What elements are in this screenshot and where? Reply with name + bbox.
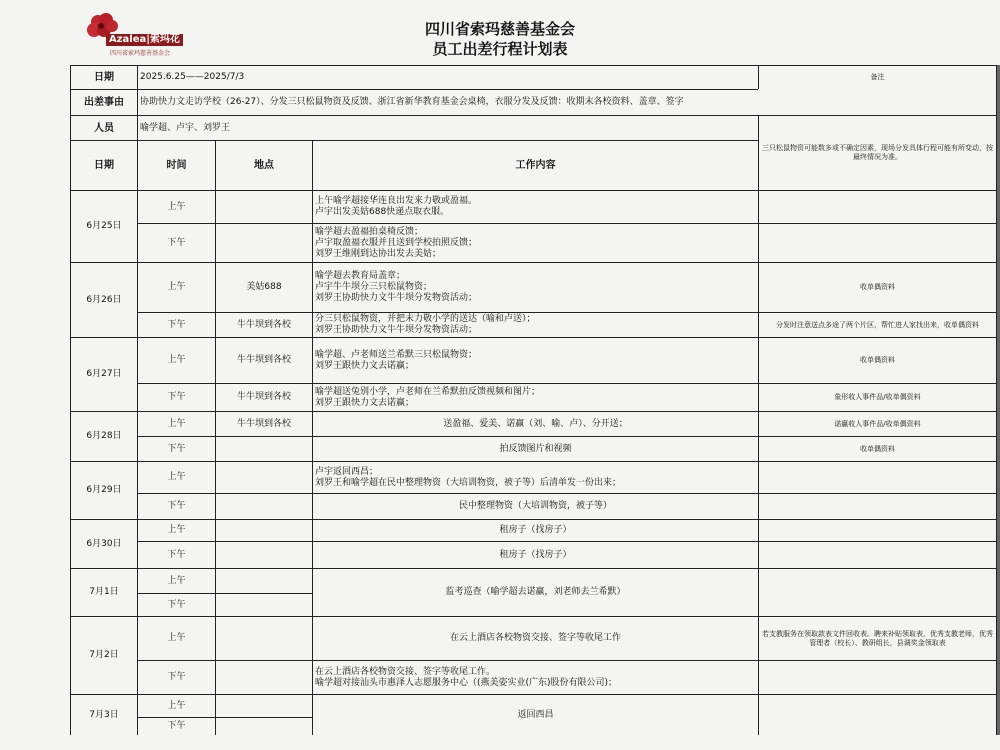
work-cell bbox=[312, 568, 758, 616]
column-header-date: 日期 bbox=[70, 140, 137, 190]
place-cell: 牛牛坝到各校 bbox=[215, 411, 312, 436]
time-cell: 上午 bbox=[137, 190, 215, 223]
time-cell: 上午 bbox=[137, 411, 215, 436]
remark-general: 三只松鼠物资可能数多或不确定因素，现场分发具体行程可能有所变动，按最终情况为准。 bbox=[758, 115, 996, 190]
place-cell: 美姑688 bbox=[215, 262, 312, 312]
work-line: 喻学超对接汕头市惠泽人志愿服务中心（(燕美姿实业(广东)股份有限公司)； bbox=[315, 677, 618, 688]
work-line: 刘罗王协助快力文牛牛坝分发物资活动； bbox=[315, 325, 478, 335]
remark-cell: 象形收人事件品/收单偶资料 bbox=[758, 383, 996, 411]
people-value: 喻学超、卢宇、刘罗王 bbox=[137, 115, 758, 140]
place-cell bbox=[215, 616, 312, 660]
work-line: 在云上酒店各校物资交接、签字等收尾工作。 bbox=[315, 666, 496, 677]
work-cell bbox=[312, 411, 758, 436]
day-cell: 7月2日 bbox=[70, 616, 137, 694]
work-cell bbox=[312, 519, 758, 541]
work-line: 租房子（找房子） bbox=[499, 549, 572, 560]
place-cell bbox=[215, 190, 312, 223]
time-cell: 下午 bbox=[137, 660, 215, 694]
remark-cell bbox=[758, 694, 996, 735]
time-cell: 下午 bbox=[137, 493, 215, 519]
place-cell: 牛牛坝到各校 bbox=[215, 312, 312, 337]
work-line: 在云上酒店各校物资交接、签字等收尾工作 bbox=[449, 633, 621, 643]
table-border-right bbox=[996, 65, 997, 735]
day-cell: 6月25日 bbox=[70, 190, 137, 262]
remark-cell bbox=[758, 223, 996, 262]
work-cell bbox=[312, 694, 758, 735]
work-line: 返回西昌 bbox=[517, 709, 554, 720]
work-line: 刘罗王和喻学超在民中整理物资（大培训物资，被子等）后清单发一份出来； bbox=[315, 477, 622, 488]
place-cell bbox=[215, 436, 312, 461]
remark-cell bbox=[758, 493, 996, 519]
work-line: 刘罗王协助快力文牛牛坝分发物资活动； bbox=[315, 293, 478, 303]
remark-cell bbox=[758, 190, 996, 223]
date-label: 日期 bbox=[70, 65, 137, 89]
place-cell bbox=[215, 694, 312, 717]
document-title: 四川省索玛慈善基金会 bbox=[424, 20, 575, 38]
remark-cell bbox=[758, 461, 996, 493]
work-line: 卢宇牛牛坝分三只松鼠物资； bbox=[315, 282, 433, 292]
reason-label: 出差事由 bbox=[70, 89, 137, 115]
remark-cell: 收单偶资料 bbox=[758, 436, 996, 461]
remark-cell: 收单偶资料 bbox=[758, 337, 996, 383]
people-label: 人员 bbox=[70, 115, 137, 140]
day-cell: 7月1日 bbox=[70, 568, 137, 616]
work-line: 上午喻学超接华连良出发来力敬或盈福。 bbox=[315, 196, 478, 206]
remark-cell bbox=[758, 519, 996, 541]
work-line: 监考巡查（喻学超去诺赢，刘老师去兰希默） bbox=[445, 587, 626, 597]
work-line: 刘罗王跟快力文去诺赢； bbox=[315, 397, 415, 408]
remark-cell: 收单偶资料 bbox=[758, 262, 996, 312]
remark-cell: 若支教服务在领取款表文件回收表。聘来补贴领取表，优秀支教老师，优秀管理者（校长）、教研组长，县调奖金领取表 bbox=[758, 616, 996, 660]
work-cell bbox=[312, 337, 758, 383]
work-cell bbox=[312, 541, 758, 568]
time-cell: 上午 bbox=[137, 519, 215, 541]
time-cell: 下午 bbox=[137, 383, 215, 411]
time-cell: 上午 bbox=[137, 262, 215, 312]
day-cell: 7月3日 bbox=[70, 694, 137, 735]
work-line: 卢宇取盈福衣服并且送到学校拍照反馈； bbox=[315, 237, 478, 248]
logo-brand: Azalea|索玛花 bbox=[106, 34, 183, 46]
time-cell: 上午 bbox=[137, 337, 215, 383]
work-line: 喻学超去盈福拍桌椅反馈； bbox=[315, 226, 424, 237]
remark-cell bbox=[758, 568, 996, 616]
work-line: 卢宇出发美姑688快递点取衣服。 bbox=[315, 207, 450, 217]
place-cell bbox=[215, 717, 312, 735]
day-cell: 6月29日 bbox=[70, 461, 137, 519]
work-line: 喻学超送兔别小学，卢老师在兰希默拍反馈视频和图片； bbox=[315, 386, 541, 397]
time-cell: 上午 bbox=[137, 616, 215, 660]
place-cell: 牛牛坝到各校 bbox=[215, 383, 312, 411]
place-cell bbox=[215, 461, 312, 493]
time-cell: 下午 bbox=[137, 223, 215, 262]
work-line: 拍反馈图片和视频 bbox=[499, 443, 572, 454]
place-cell bbox=[215, 593, 312, 616]
time-cell: 上午 bbox=[137, 694, 215, 717]
place-cell bbox=[215, 541, 312, 568]
work-line: 刘罗王维刚到达协出发去美姑； bbox=[315, 248, 442, 259]
remark-label: 备注 bbox=[758, 65, 996, 89]
time-cell: 下午 bbox=[137, 593, 215, 616]
work-line: 卢宇返回西昌； bbox=[315, 466, 379, 477]
work-cell bbox=[312, 383, 758, 411]
work-line: 民中整理物资（大培训物资，被子等） bbox=[458, 501, 612, 511]
work-line: 分三只松鼠物资，并把未力敬小学的送达（喻和卢送）； bbox=[315, 314, 536, 324]
work-line: 刘罗王跟快力文去诺赢； bbox=[315, 360, 415, 371]
column-header-time: 时间 bbox=[137, 140, 215, 190]
work-line: 租房子（找房子） bbox=[499, 525, 572, 535]
day-cell: 6月30日 bbox=[70, 519, 137, 568]
day-cell: 6月26日 bbox=[70, 262, 137, 337]
day-cell: 6月28日 bbox=[70, 411, 137, 461]
place-cell bbox=[215, 493, 312, 519]
time-cell: 下午 bbox=[137, 312, 215, 337]
work-cell bbox=[312, 190, 758, 223]
work-cell bbox=[312, 493, 758, 519]
remark-cell: 诺赢收人事件品/收单偶资料 bbox=[758, 411, 996, 436]
logo-subtitle: 四川省索玛慈善基金会 bbox=[110, 50, 171, 57]
remark-cell bbox=[758, 541, 996, 568]
column-header-place: 地点 bbox=[215, 140, 312, 190]
document-subtitle: 员工出差行程计划表 bbox=[432, 40, 568, 58]
time-cell: 下午 bbox=[137, 436, 215, 461]
work-cell bbox=[312, 436, 758, 461]
work-line: 送盈福、爱美、诺赢（刘、喻、卢）、分开送； bbox=[443, 418, 628, 429]
work-cell bbox=[312, 461, 758, 493]
work-cell bbox=[312, 616, 758, 660]
place-cell bbox=[215, 568, 312, 593]
work-line: 喻学超、卢老师送兰希默三只松鼠物资； bbox=[315, 349, 478, 360]
work-cell bbox=[312, 312, 758, 337]
work-cell bbox=[312, 262, 758, 312]
remark-cell bbox=[758, 660, 996, 694]
column-header-work: 工作内容 bbox=[312, 140, 758, 190]
place-cell bbox=[215, 519, 312, 541]
time-cell: 下午 bbox=[137, 717, 215, 735]
work-cell bbox=[312, 223, 758, 262]
work-cell bbox=[312, 660, 758, 694]
day-cell: 6月27日 bbox=[70, 337, 137, 411]
place-cell: 牛牛坝到各校 bbox=[215, 337, 312, 383]
time-cell: 上午 bbox=[137, 568, 215, 593]
date-range: 2025.6.25——2025/7/3 bbox=[137, 65, 758, 89]
remark-cell: 分发时注意送点多途了两个片区，帮忙进人家找出来，收单偶资料 bbox=[758, 312, 996, 337]
place-cell bbox=[215, 223, 312, 262]
work-line: 喻学超去教育局盖章； bbox=[315, 271, 406, 281]
time-cell: 下午 bbox=[137, 541, 215, 568]
reason-value: 协助快力文走访学校（26-27）、分发三只松鼠物资及反馈、浙江省新华教育基金会桌椅，衣服分发及反馈：收期末各校资料、盖章、签字 bbox=[137, 89, 758, 115]
place-cell bbox=[215, 660, 312, 694]
time-cell: 上午 bbox=[137, 461, 215, 493]
